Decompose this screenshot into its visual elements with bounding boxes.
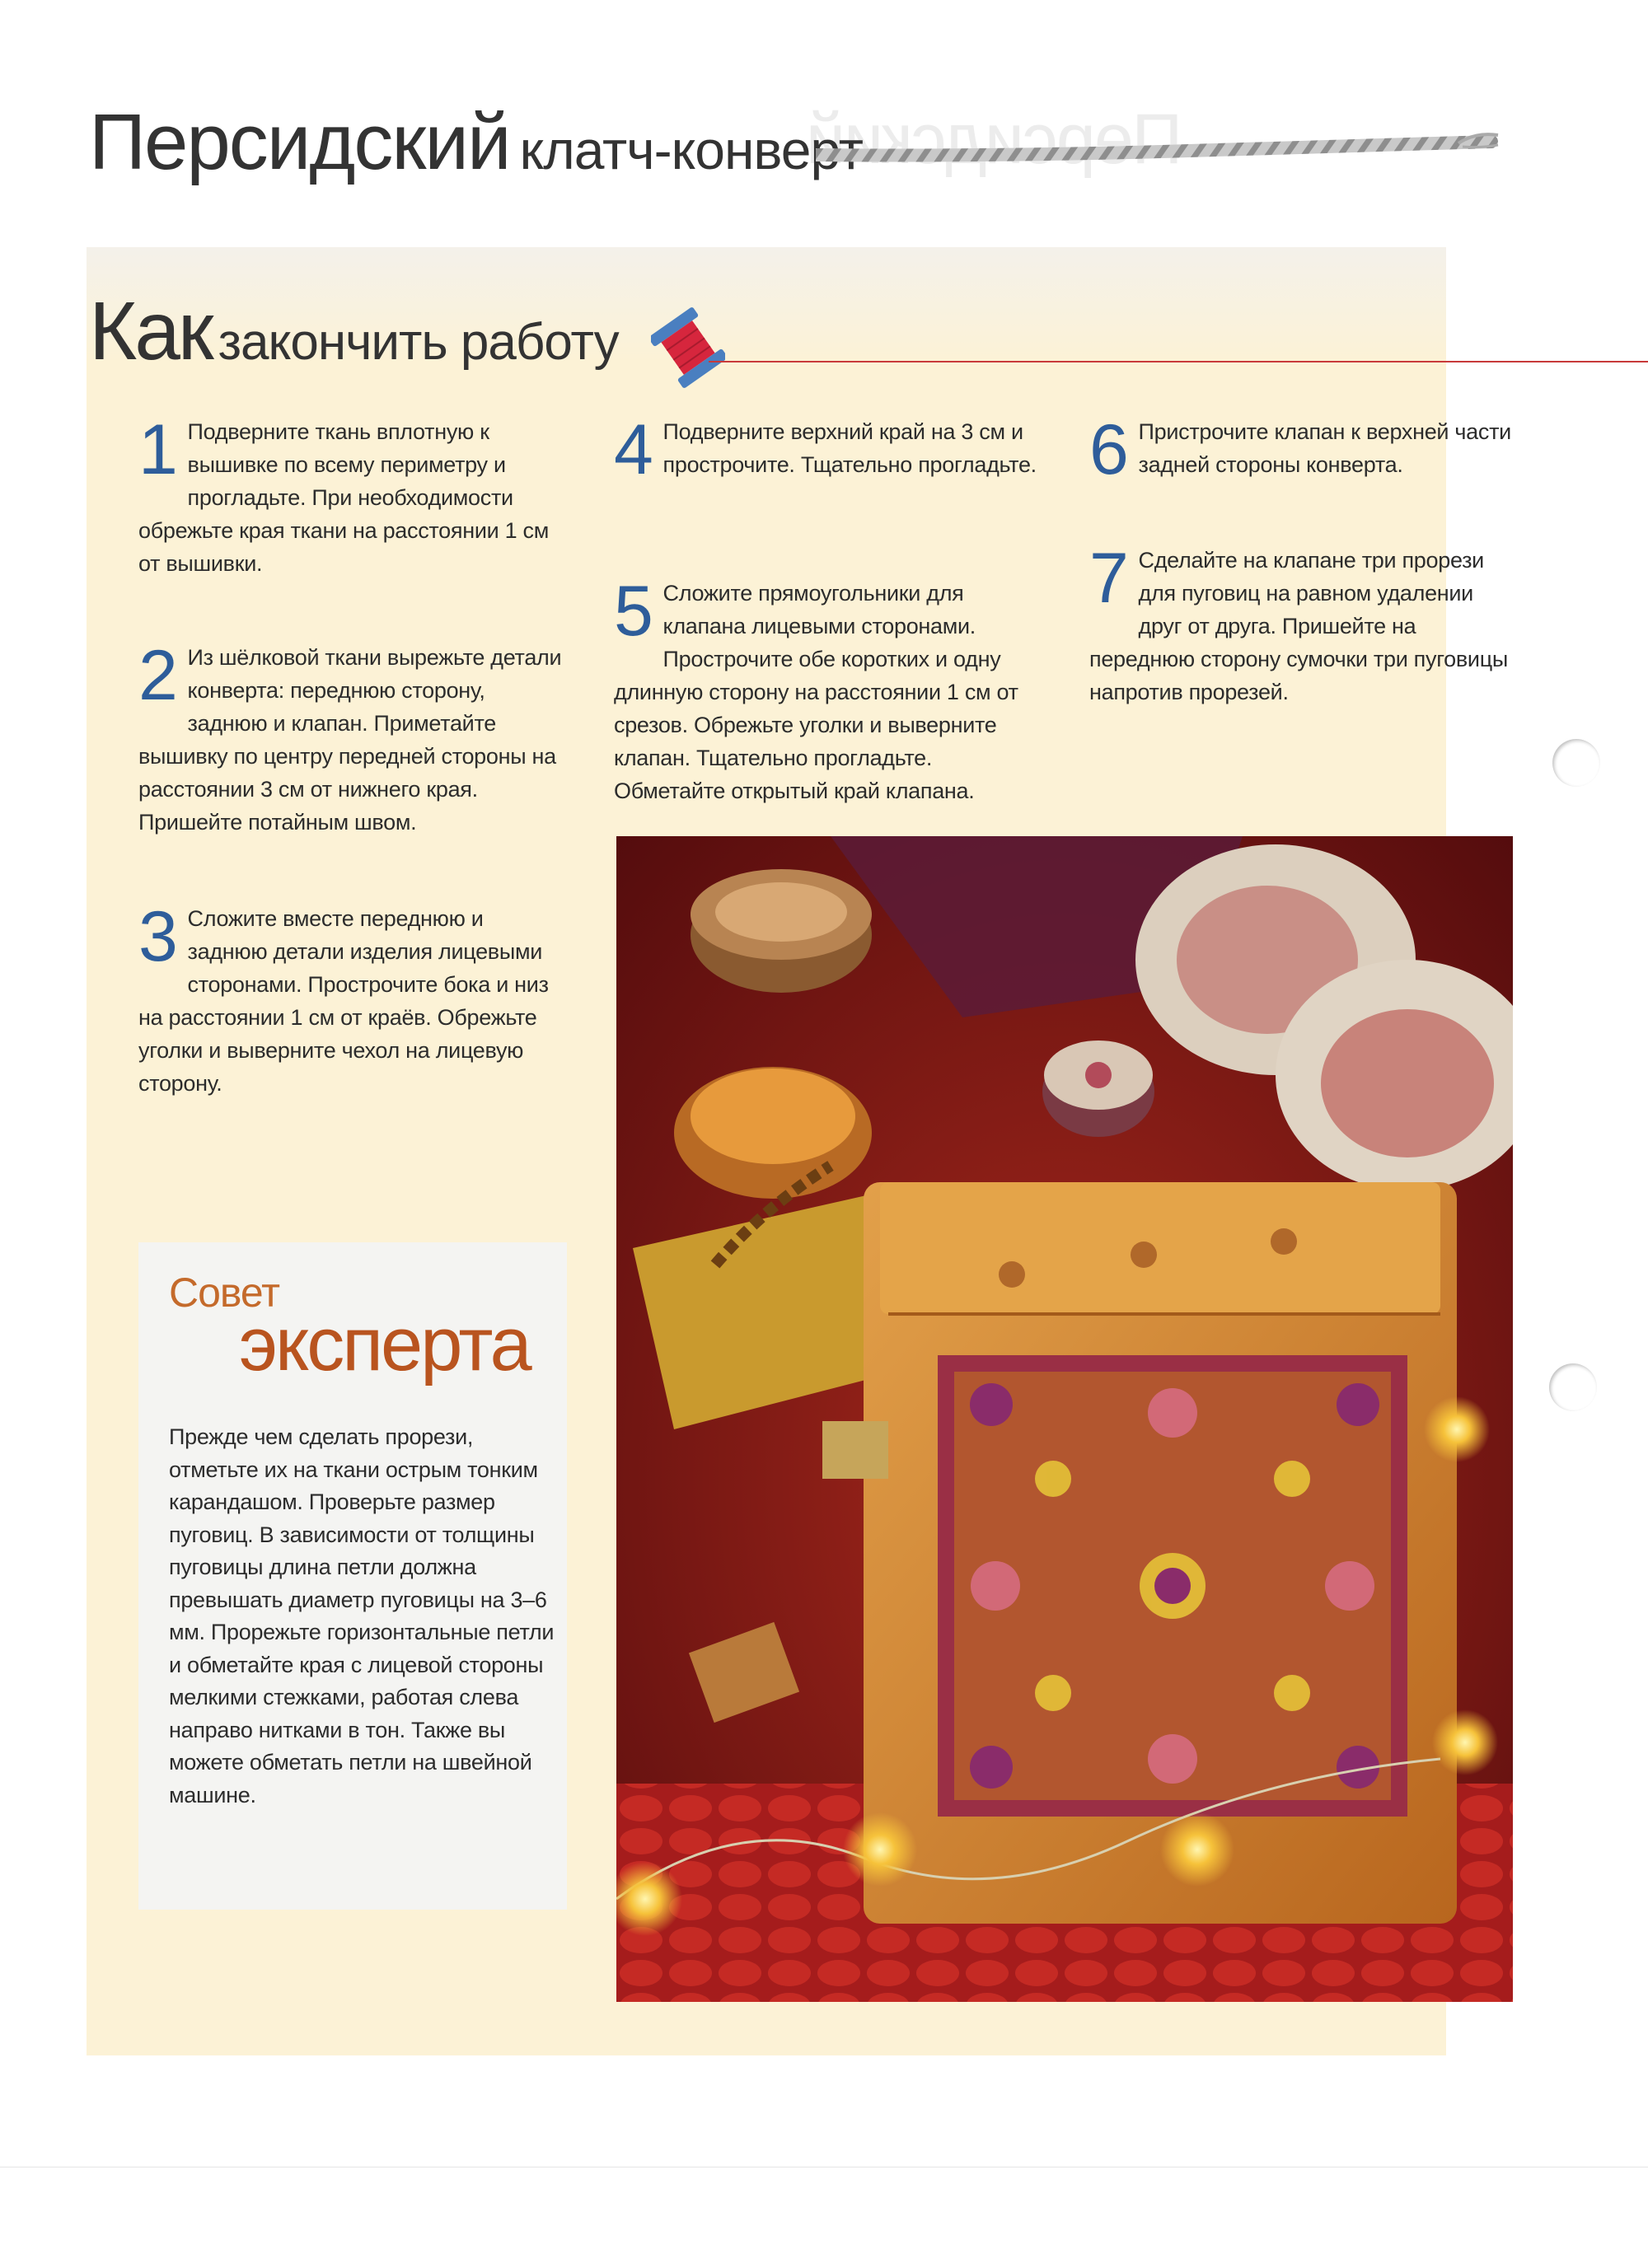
step-2 (138, 636, 567, 839)
step-5 (614, 572, 1042, 807)
step-text: Подверните ткань вплотную к вышивке по всему периметру и прогладьте. При необходимости обрежьте края ткани на расстоянии 1 см от вышивки. (138, 419, 549, 576)
thread-cord-icon (816, 124, 1500, 173)
step-3 (138, 897, 567, 1100)
step-text: Сделайте на клапане три прорези для пуговиц на равном удалении друг от друга. Пришейте на переднюю сторону сумочки три пуговицы напротив прорезей. (1089, 548, 1508, 704)
tip-title-big: эксперта (239, 1302, 530, 1387)
section-heading-main: Как (89, 285, 212, 377)
step-7 (1089, 539, 1518, 708)
step-number: 2 (138, 636, 178, 715)
page-title (89, 97, 863, 188)
tip-title-small: Совет (169, 1270, 279, 1316)
step-6 (1089, 410, 1518, 489)
section-heading (89, 284, 619, 379)
page-title-sub: клатч-конверт (519, 119, 863, 180)
section-heading-sub: закончить работу (218, 314, 619, 371)
ghost-header-bleed: Персидский (808, 100, 1183, 179)
punch-hole-bottom (1549, 1363, 1597, 1411)
heading-rule (709, 361, 1648, 362)
step-number: 7 (1089, 539, 1129, 618)
step-number: 4 (614, 410, 653, 489)
step-text: Подверните верхний край на 3 см и прострочите. Тщательно прогладьте. (662, 419, 1037, 477)
step-text: Пристрочите клапан к верхней части задней стороны конверта. (1138, 419, 1511, 477)
tip-text: Прежде чем сделать прорези, отметьте их на ткани острым тонким карандашом. Проверьте размер пуговиц. В зависимости от толщины пуговицы длина петли должна превышать диаметр пуговицы на 3–6 мм. Прорежьте горизонтальные петли и обметайте края с лицевой стороны мелкими стежками, работая слева направо нитками в тон. Также вы можете обметать петли на швейной машине. (169, 1424, 555, 1807)
step-1 (138, 410, 567, 580)
step-number: 3 (138, 897, 178, 976)
step-number: 1 (138, 410, 178, 489)
thread-spool-icon (651, 306, 725, 389)
product-photo-graphic (616, 836, 1513, 2002)
step-number: 6 (1089, 410, 1129, 489)
page-title-main: Персидский (89, 98, 510, 186)
step-text: Сложите прямоугольники для клапана лицевыми сторонами. Прострочите обе коротких и одну длинную сторону на расстоянии 1 см от срезов. Обрежьте уголки и выверните клапан. Тщательно прогладьте. Обметайте открытый край клапана. (614, 581, 1018, 803)
product-photo (616, 836, 1513, 2002)
step-number: 5 (614, 572, 653, 651)
step-4 (614, 410, 1042, 489)
step-text: Сложите вместе переднюю и заднюю детали изделия лицевыми сторонами. Прострочите бока и низ на расстоянии 1 см от краёв. Обрежьте уголки и выверните чехол на лицевую сторону. (138, 906, 549, 1096)
step-text: Из шёлковой ткани вырежьте детали конверта: переднюю сторону, заднюю и клапан. Приметайте вышивку по центру передней стороны на расстоянии 3 см от нижнего края. Пришейте потайным швом. (138, 645, 562, 835)
punch-hole-top (1552, 739, 1600, 787)
